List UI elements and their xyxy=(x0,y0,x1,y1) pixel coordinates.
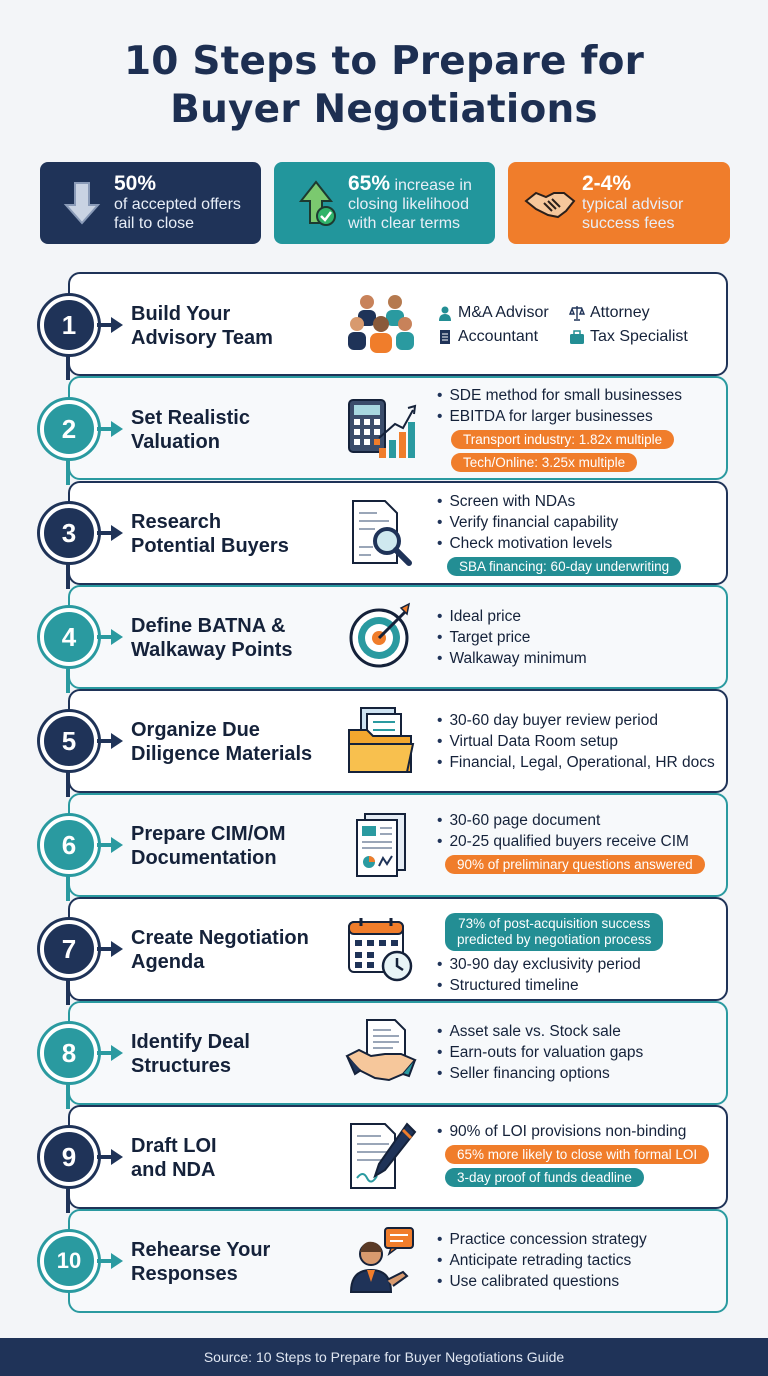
list-item: • SDE method for small businesses xyxy=(437,385,722,406)
arrow-right-icon xyxy=(97,627,123,647)
step-title: Create Negotiation Agenda xyxy=(131,927,309,973)
list-item: • Check motivation levels xyxy=(437,533,722,554)
step-number-badge: 1 xyxy=(40,296,98,354)
briefcase-icon xyxy=(569,329,585,345)
team-member: M&A Advisor xyxy=(437,304,549,322)
arrow-right-icon xyxy=(97,731,123,751)
step-title: Rehearse Your Responses xyxy=(131,1239,271,1285)
calendar-clock-icon xyxy=(345,912,417,984)
title-line-1: 10 Steps to Prepare for xyxy=(123,39,645,84)
step-title: Identify Deal Structures xyxy=(131,1031,250,1077)
step-title: Organize Due Diligence Materials xyxy=(131,719,313,765)
step-number-badge: 5 xyxy=(40,712,98,770)
team-member: Attorney xyxy=(569,304,650,322)
arrow-right-icon xyxy=(97,315,123,335)
stat-label: of accepted offers xyxy=(114,195,241,213)
stat-label: success fees xyxy=(582,214,675,232)
stat-label: with clear terms xyxy=(348,214,461,232)
team-member: Accountant xyxy=(437,328,538,346)
step-number-badge: 10 xyxy=(40,1232,98,1290)
list-item: • Ideal price xyxy=(437,606,722,627)
stat-label: typical advisor xyxy=(582,195,684,213)
arrow-right-icon xyxy=(97,1251,123,1271)
calculator-chart-icon xyxy=(345,394,417,466)
step-number-badge: 4 xyxy=(40,608,98,666)
step-details xyxy=(437,385,722,473)
signing-document-icon xyxy=(345,1120,417,1192)
list-item: • 90% of LOI provisions non-binding xyxy=(437,1121,722,1142)
handshake-document-icon xyxy=(345,1016,417,1088)
stat-label: fail to close xyxy=(114,214,195,232)
list-item: • 20-25 qualified buyers receive CIM xyxy=(437,831,722,852)
step-number-badge: 3 xyxy=(40,504,98,562)
arrow-right-icon xyxy=(97,523,123,543)
report-icon xyxy=(345,808,417,880)
list-item: • Use calibrated questions xyxy=(437,1271,722,1292)
folder-icon xyxy=(345,704,417,776)
step-title: Prepare CIM/OM Documentation xyxy=(131,823,286,869)
stat-pill: Tech/Online: 3.25x multiple xyxy=(451,453,637,472)
list-item: • EBITDA for larger businesses xyxy=(437,406,722,427)
step-details xyxy=(437,910,722,996)
step-title: Set Realistic Valuation xyxy=(131,407,250,453)
stat-pill: 3-day proof of funds deadline xyxy=(445,1168,644,1187)
stat-pill: 90% of preliminary questions answered xyxy=(445,855,705,874)
stat-value: 50% xyxy=(114,171,157,195)
stat-label: increase in xyxy=(390,176,472,194)
step-number-badge: 9 xyxy=(40,1128,98,1186)
document-search-icon xyxy=(345,497,417,569)
list-item: • Walkaway minimum xyxy=(437,648,722,669)
stat-pill: 73% of post-acquisition success predicted by negotiation process xyxy=(445,913,663,951)
list-item: • Target price xyxy=(437,627,722,648)
list-item: • Financial, Legal, Operational, HR docs xyxy=(437,752,722,773)
team-icon xyxy=(345,288,417,360)
list-item: • 30-90 day exclusivity period xyxy=(437,954,722,975)
step-number-badge: 6 xyxy=(40,816,98,874)
stat-pill: Transport industry: 1.82x multiple xyxy=(451,430,674,449)
list-item: • Practice concession strategy xyxy=(437,1229,722,1250)
list-item: • Verify financial capability xyxy=(437,512,722,533)
arrow-right-icon xyxy=(97,1043,123,1063)
up-arrow-check-icon xyxy=(286,173,346,233)
source-footer: Source: 10 Steps to Prepare for Buyer Negotiations Guide xyxy=(0,1338,768,1376)
handshake-icon xyxy=(520,173,580,233)
list-item: • Screen with NDAs xyxy=(437,491,722,512)
list-item: • 30-60 page document xyxy=(437,810,722,831)
list-item: • Anticipate retrading tactics xyxy=(437,1250,722,1271)
step-details xyxy=(437,810,722,875)
step-number-badge: 8 xyxy=(40,1024,98,1082)
title-line-2: Buyer Negotiations xyxy=(170,87,598,132)
step-details xyxy=(437,491,722,577)
stat-value: 65% xyxy=(348,171,391,195)
stat-card-accepted-offers xyxy=(40,162,261,244)
stat-pill: 65% more likely to close with formal LOI xyxy=(445,1145,709,1164)
arrow-right-icon xyxy=(97,835,123,855)
list-item: • Virtual Data Room setup xyxy=(437,731,722,752)
down-arrow-icon xyxy=(52,173,112,233)
scales-icon xyxy=(569,305,585,321)
stat-card-closing-likelihood xyxy=(274,162,495,244)
arrow-right-icon xyxy=(97,939,123,959)
step-number-badge: 2 xyxy=(40,400,98,458)
document-icon xyxy=(437,329,453,345)
list-item: • Asset sale vs. Stock sale xyxy=(437,1021,722,1042)
list-item: • Structured timeline xyxy=(437,975,722,996)
step-details xyxy=(437,1229,722,1292)
step-title: Research Potential Buyers xyxy=(131,511,289,557)
step-title: Build Your Advisory Team xyxy=(131,303,273,349)
step-details xyxy=(437,1021,722,1084)
person-icon xyxy=(437,305,453,321)
arrow-right-icon xyxy=(97,1147,123,1167)
speaker-icon xyxy=(345,1226,417,1298)
stat-pill: SBA financing: 60-day underwriting xyxy=(447,557,681,576)
arrow-right-icon xyxy=(97,419,123,439)
list-item: • Seller financing options xyxy=(437,1063,722,1084)
page-title xyxy=(0,38,768,134)
step-title: Draft LOI and NDA xyxy=(131,1135,217,1181)
step-title: Define BATNA & Walkaway Points xyxy=(131,615,293,661)
stat-card-advisor-fees xyxy=(508,162,730,244)
target-icon xyxy=(345,600,417,672)
step-details xyxy=(437,606,722,669)
step-number-badge: 7 xyxy=(40,920,98,978)
list-item: • 30-60 day buyer review period xyxy=(437,710,722,731)
list-item: • Earn-outs for valuation gaps xyxy=(437,1042,722,1063)
stat-value: 2-4% xyxy=(582,171,632,195)
stat-label: closing likelihood xyxy=(348,195,469,213)
team-member: Tax Specialist xyxy=(569,328,688,346)
step-details xyxy=(437,1121,722,1188)
step-details xyxy=(437,710,722,773)
